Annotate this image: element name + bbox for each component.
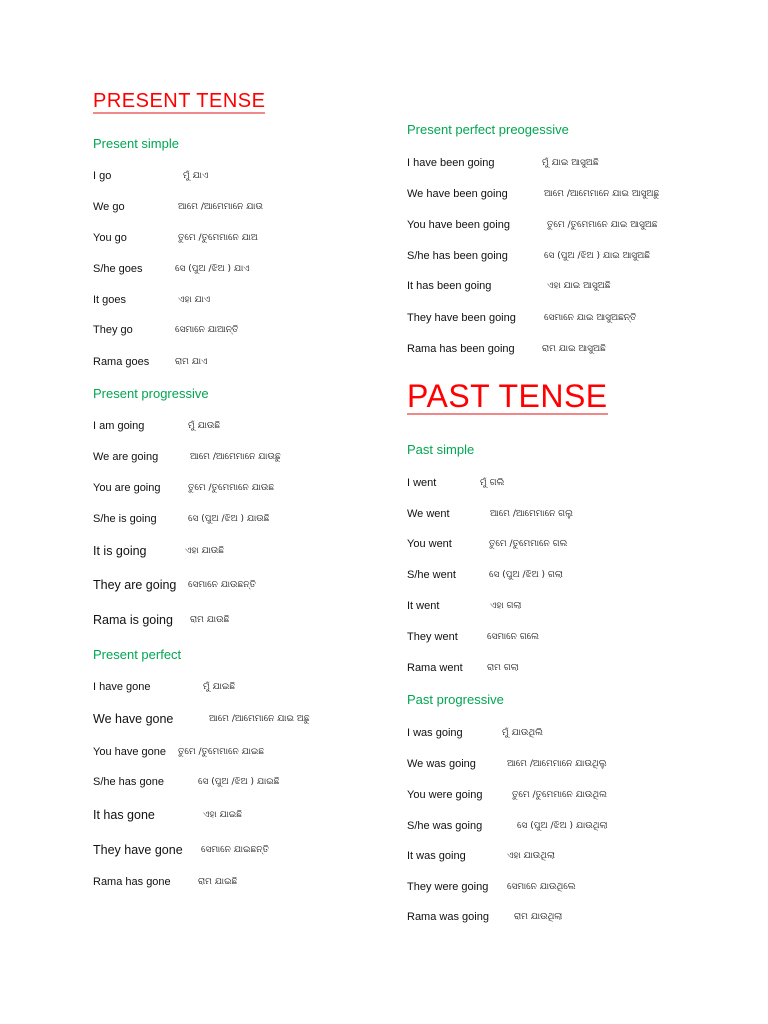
english-phrase: They go <box>93 324 133 336</box>
odia-translation: ସେ (ପୁଅ /ଝିଅ ) ଯାଉଥିଲା <box>517 821 608 831</box>
english-phrase: You were going <box>407 789 483 801</box>
english-phrase: We was going <box>407 758 476 770</box>
english-phrase: It went <box>407 600 440 612</box>
odia-translation: ସେ (ପୁଅ /ଝିଅ ) ଗଲା <box>489 570 563 580</box>
odia-translation: ସେ (ପୁଅ /ଝିଅ ) ଯାଇ ଆସୁଅଛି <box>544 251 650 261</box>
english-phrase: They were going <box>407 881 489 893</box>
english-phrase: S/he has gone <box>93 776 164 788</box>
english-phrase: S/he goes <box>93 263 143 275</box>
present-perfect-title: Present perfect <box>93 647 182 662</box>
english-phrase: I was going <box>407 727 463 739</box>
odia-translation: ଏହା ଯାଉଛି <box>185 546 225 556</box>
odia-translation: ତୁମେ /ତୁମେମାନେ ଯାଉଛ <box>188 483 275 493</box>
english-phrase: We go <box>93 201 125 213</box>
odia-translation: ରାମ ଯାଏ <box>175 357 208 367</box>
english-phrase: Rama has been going <box>407 343 515 355</box>
odia-translation: ମୁଁ ଯାଏ <box>183 171 209 181</box>
english-phrase: It was going <box>407 850 466 862</box>
present-tense-heading: PRESENT TENSE <box>93 90 266 112</box>
english-phrase: I am going <box>93 420 145 432</box>
odia-translation: ସେ (ପୁଅ /ଝିଅ ) ଯାଇଛି <box>198 777 280 787</box>
past-simple-title: Past simple <box>407 442 475 457</box>
english-phrase: S/he went <box>407 569 456 581</box>
odia-translation: ଆମେ /ଆମେମାନେ ଯାଉଛୁ <box>190 452 281 462</box>
odia-translation: ରାମ ଯାଇ ଆସୁଅଛି <box>542 344 606 354</box>
english-phrase: It has gone <box>93 808 155 822</box>
odia-translation: ମୁଁ ଯାଇ ଆସୁଅଛି <box>542 158 599 168</box>
english-phrase: They went <box>407 631 458 643</box>
english-phrase: S/he was going <box>407 820 483 832</box>
english-phrase: You have gone <box>93 746 166 758</box>
english-phrase: We have gone <box>93 712 174 726</box>
odia-translation: ମୁଁ ଯାଉଛି <box>188 421 221 431</box>
english-phrase: Rama has gone <box>93 876 171 888</box>
odia-translation: ସେ (ପୁଅ /ଝିଅ ) ଯାଏ <box>175 264 250 274</box>
english-phrase: I have been going <box>407 157 495 169</box>
odia-translation: ସେମାନେ ଯାଉଥିଲେ <box>507 882 576 892</box>
odia-translation: ଏହା ଯାଇଛି <box>203 810 243 820</box>
english-phrase: We are going <box>93 451 159 463</box>
odia-translation: ଏହା ଯାଇ ଆସୁଅଛି <box>547 281 611 291</box>
odia-translation: ଏହା ଯାଏ <box>178 295 211 305</box>
odia-translation: ମୁଁ ଯାଇଛି <box>203 682 236 692</box>
english-phrase: I have gone <box>93 681 151 693</box>
odia-translation: ତୁମେ /ତୁମେମାନେ ଯାଉଥିଲ <box>512 790 607 800</box>
present-progressive-title: Present progressive <box>93 386 209 401</box>
english-phrase: Rama goes <box>93 356 150 368</box>
english-phrase: We went <box>407 508 450 520</box>
odia-translation: ସେମାନେ ଯାଆନ୍ତି <box>175 325 239 335</box>
english-phrase: Rama went <box>407 662 463 674</box>
english-phrase: S/he has been going <box>407 250 508 262</box>
english-phrase: You go <box>93 232 127 244</box>
english-phrase: It is going <box>93 544 147 558</box>
english-phrase: They have been going <box>407 312 516 324</box>
odia-translation: ତୁମେ /ତୁମେମାନେ ଗଲ <box>489 539 568 549</box>
odia-translation: ଏହା ଗଲା <box>490 601 522 611</box>
odia-translation: ସେ (ପୁଅ /ଝିଅ ) ଯାଉଛି <box>188 514 270 524</box>
present-perfect-progressive-title: Present perfect preogessive <box>407 122 569 137</box>
past-tense-heading: PAST TENSE <box>407 378 608 414</box>
english-phrase: It goes <box>93 294 127 306</box>
english-phrase: It has been going <box>407 280 492 292</box>
english-phrase: I went <box>407 477 437 489</box>
odia-translation: ତୁମେ /ତୁମେମାନେ ଯାଇ ଆସୁଅଛ <box>547 220 658 230</box>
english-phrase: Rama was going <box>407 911 489 923</box>
english-phrase: Rama is going <box>93 613 173 627</box>
odia-translation: ମୁଁ ଯାଉଥିଲି <box>502 728 543 738</box>
odia-translation: ସେମାନେ ଯାଉଛନ୍ତି <box>188 580 256 590</box>
odia-translation: ତୁମେ /ତୁମେମାନେ ଯାଇଛ <box>178 747 265 757</box>
past-progressive-title: Past progressive <box>407 692 504 707</box>
odia-translation: ସେମାନେ ଗଲେ <box>487 632 539 642</box>
odia-translation: ରାମ ଗଲା <box>487 663 519 673</box>
odia-translation: ଏହା ଯାଉଥିଲା <box>507 851 556 861</box>
odia-translation: ମୁଁ ଗଲି <box>480 478 505 488</box>
odia-translation: ସେମାନେ ଯାଇ ଆସୁଅଛନ୍ତି <box>544 313 637 323</box>
odia-translation: ଆମେ /ଆମେମାନେ ଯାଉଥିଲୁ <box>507 759 607 769</box>
odia-translation: ରାମ ଯାଇଛି <box>198 877 238 887</box>
odia-translation: ଆମେ /ଆମେମାନେ ଯାଉ <box>178 202 263 212</box>
odia-translation: ତୁମେ /ତୁମେମାନେ ଯାଅ <box>178 233 258 243</box>
odia-translation: ଆମେ /ଆମେମାନେ ଗଲୁ <box>490 509 573 519</box>
present-simple-title: Present simple <box>93 136 179 151</box>
english-phrase: You went <box>407 538 452 550</box>
odia-translation: ଆମେ /ଆମେମାନେ ଯାଇ ଆସୁଅଛୁ <box>544 189 660 199</box>
odia-translation: ଆମେ /ଆମେମାନେ ଯାଇ ଅଛୁ <box>209 714 310 724</box>
english-phrase: You have been going <box>407 219 510 231</box>
english-phrase: They are going <box>93 578 177 592</box>
odia-translation: ରାମ ଯାଉଛି <box>190 615 230 625</box>
odia-translation: ସେମାନେ ଯାଇଛନ୍ତି <box>201 845 269 855</box>
english-phrase: They have gone <box>93 843 183 857</box>
odia-translation: ରାମ ଯାଉଥିଲା <box>514 912 563 922</box>
english-phrase: You are going <box>93 482 161 494</box>
english-phrase: I go <box>93 170 112 182</box>
english-phrase: We have been going <box>407 188 508 200</box>
english-phrase: S/he is going <box>93 513 157 525</box>
